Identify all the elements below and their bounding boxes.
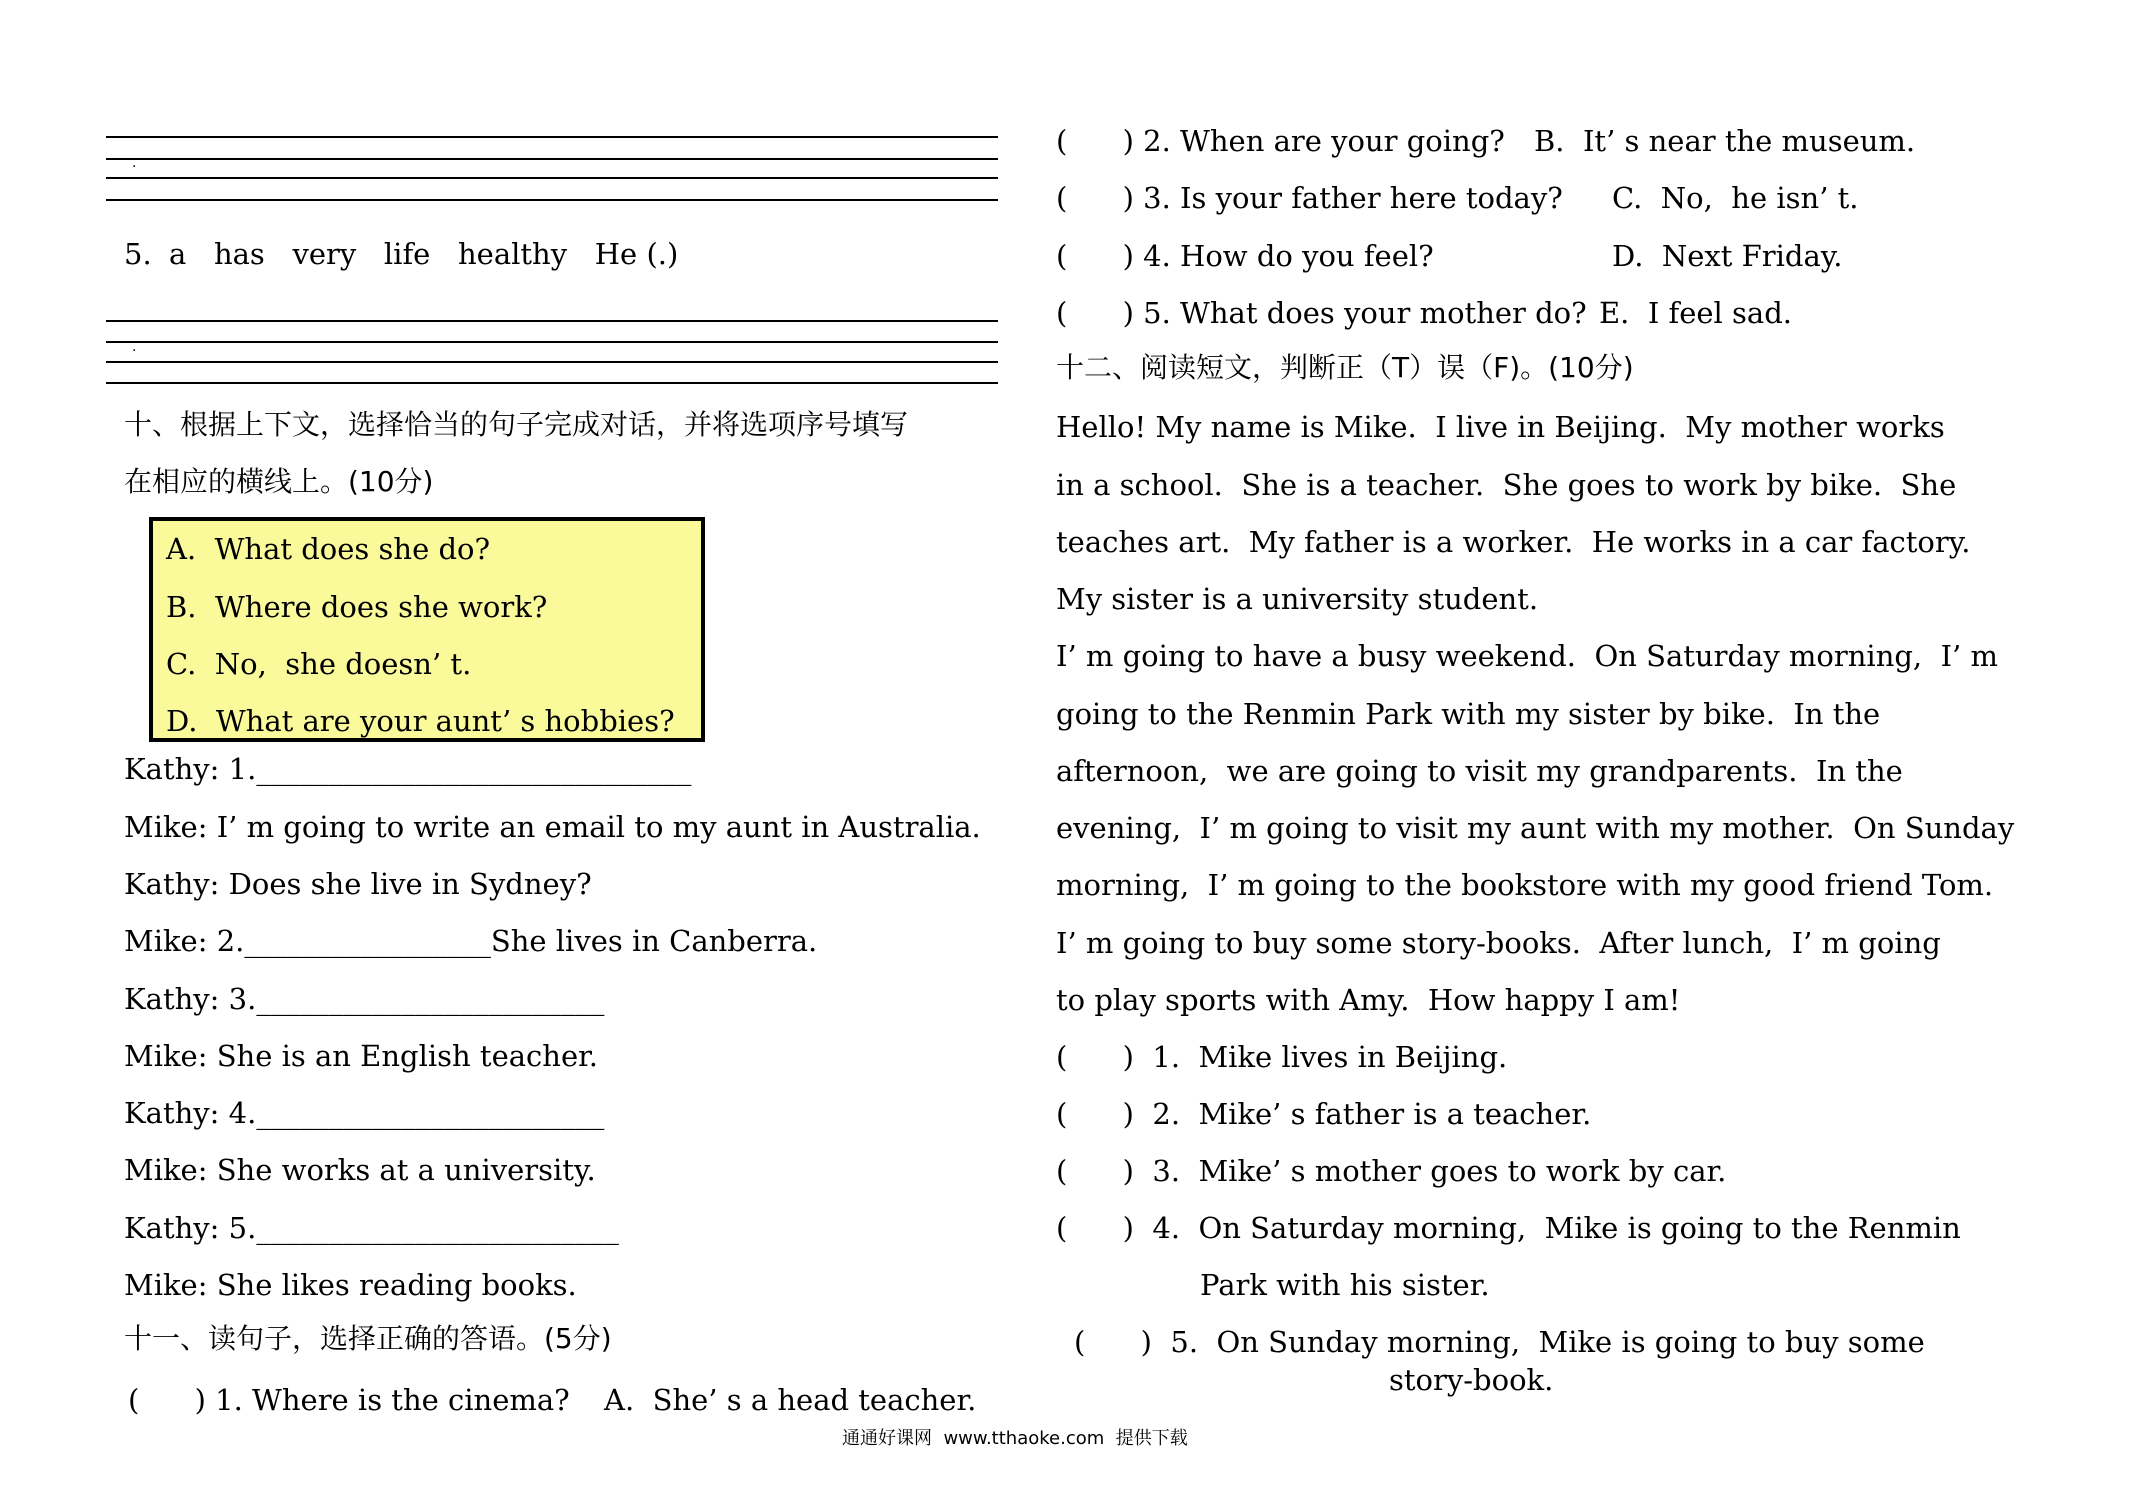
section-12-title: 十二、阅读短文，判断正（T）误（F)。(10分) [1056, 351, 1634, 384]
writing-line [106, 199, 998, 201]
dialog-line-9: Kathy: 5._________________________ [124, 1211, 619, 1245]
s11-answer-a: A. She’ s a head teacher. [604, 1383, 977, 1417]
s11-question-3: ( ) 3. Is your father here today? [1056, 181, 1563, 215]
writing-line [106, 177, 998, 179]
writing-line [106, 341, 998, 343]
judgement-1: ( ) 1. Mike lives in Beijing. [1056, 1040, 1508, 1074]
passage-line: Hello! My name is Mike. I live in Beijing. My mother works [1056, 410, 1945, 444]
passage-line: evening, I’ m going to visit my aunt with my mother. On Sunday [1056, 811, 2015, 845]
writing-line [106, 158, 998, 160]
passage-line: to play sports with Amy. How happy I am! [1056, 983, 1681, 1017]
q5-number: 5. [124, 237, 152, 271]
judgement-4: ( ) 4. On Saturday morning, Mike is going to the Renmin [1056, 1211, 1961, 1245]
passage-line: I’ m going to have a busy weekend. On Saturday morning, I’ m [1056, 639, 1998, 673]
s11-question-5: ( ) 5. What does your mother do? [1056, 296, 1587, 330]
s11-question-1: ( ) 1. Where is the cinema? [128, 1383, 570, 1417]
footer-source: 通通好课网 www.tthaoke.com 提供下载 [842, 1428, 1188, 1449]
s11-question-2: ( ) 2. When are your going? [1056, 124, 1505, 158]
option-c: C. No, she doesn’ t. [166, 647, 472, 681]
option-a: A. What does she do? [166, 532, 491, 566]
passage-line: afternoon, we are going to visit my grandparents. In the [1056, 754, 1903, 788]
passage-line: teaches art. My father is a worker. He works in a car factory. [1056, 525, 1971, 559]
dot-mark: · [132, 159, 137, 175]
passage-line: in a school. She is a teacher. She goes to work by bike. She [1056, 468, 1957, 502]
s11-answer-d: D. Next Friday. [1612, 239, 1843, 273]
passage-line: morning, I’ m going to the bookstore with my good friend Tom. [1056, 868, 1994, 902]
writing-line [106, 361, 998, 363]
dialog-line-4: Mike: 2._________________She lives in Canberra. [124, 924, 818, 958]
passage-line: My sister is a university student. [1056, 582, 1539, 616]
judgement-5-cont: story-book. [1389, 1363, 1554, 1397]
judgement-3: ( ) 3. Mike’ s mother goes to work by car. [1056, 1154, 1727, 1188]
option-d: D. What are your aunt’ s hobbies? [166, 704, 675, 738]
s11-answer-e: E. I feel sad. [1599, 296, 1793, 330]
q5-words: a has very life healthy He (.) [169, 237, 679, 271]
section-10-title: 十、根据上下文，选择恰当的句子完成对话，并将选项序号填写 [124, 408, 909, 441]
writing-line [106, 320, 998, 322]
judgement-5: ( ) 5. On Sunday morning, Mike is going to buy some [1074, 1325, 1925, 1359]
option-b: B. Where does she work? [166, 590, 548, 624]
dialog-line-7: Kathy: 4.________________________ [124, 1096, 605, 1130]
dialog-line-5: Kathy: 3.________________________ [124, 982, 605, 1016]
writing-line [106, 136, 998, 138]
s11-answer-c: C. No, he isn’ t. [1612, 181, 1859, 215]
dialog-line-2: Mike: I’ m going to write an email to my aunt in Australia. [124, 810, 981, 844]
passage-line: I’ m going to buy some story-books. After lunch, I’ m going [1056, 926, 1941, 960]
judgement-2: ( ) 2. Mike’ s father is a teacher. [1056, 1097, 1592, 1131]
dialog-line-3: Kathy: Does she live in Sydney? [124, 867, 592, 901]
dialog-line-6: Mike: She is an English teacher. [124, 1039, 598, 1073]
dialog-line-1: Kathy: 1.______________________________ [124, 752, 692, 786]
dot-mark: · [132, 343, 137, 359]
dialog-line-8: Mike: She works at a university. [124, 1153, 596, 1187]
judgement-4-cont: Park with his sister. [1200, 1268, 1490, 1302]
s11-question-4: ( ) 4. How do you feel? [1056, 239, 1434, 273]
dialog-line-10: Mike: She likes reading books. [124, 1268, 577, 1302]
section-10-title-cont: 在相应的横线上。(10分) [124, 465, 434, 498]
s11-answer-b: B. It’ s near the museum. [1534, 124, 1916, 158]
section-11-title: 十一、读句子，选择正确的答语。(5分) [124, 1322, 612, 1355]
writing-line [106, 382, 998, 384]
passage-line: going to the Renmin Park with my sister by bike. In the [1056, 697, 1881, 731]
